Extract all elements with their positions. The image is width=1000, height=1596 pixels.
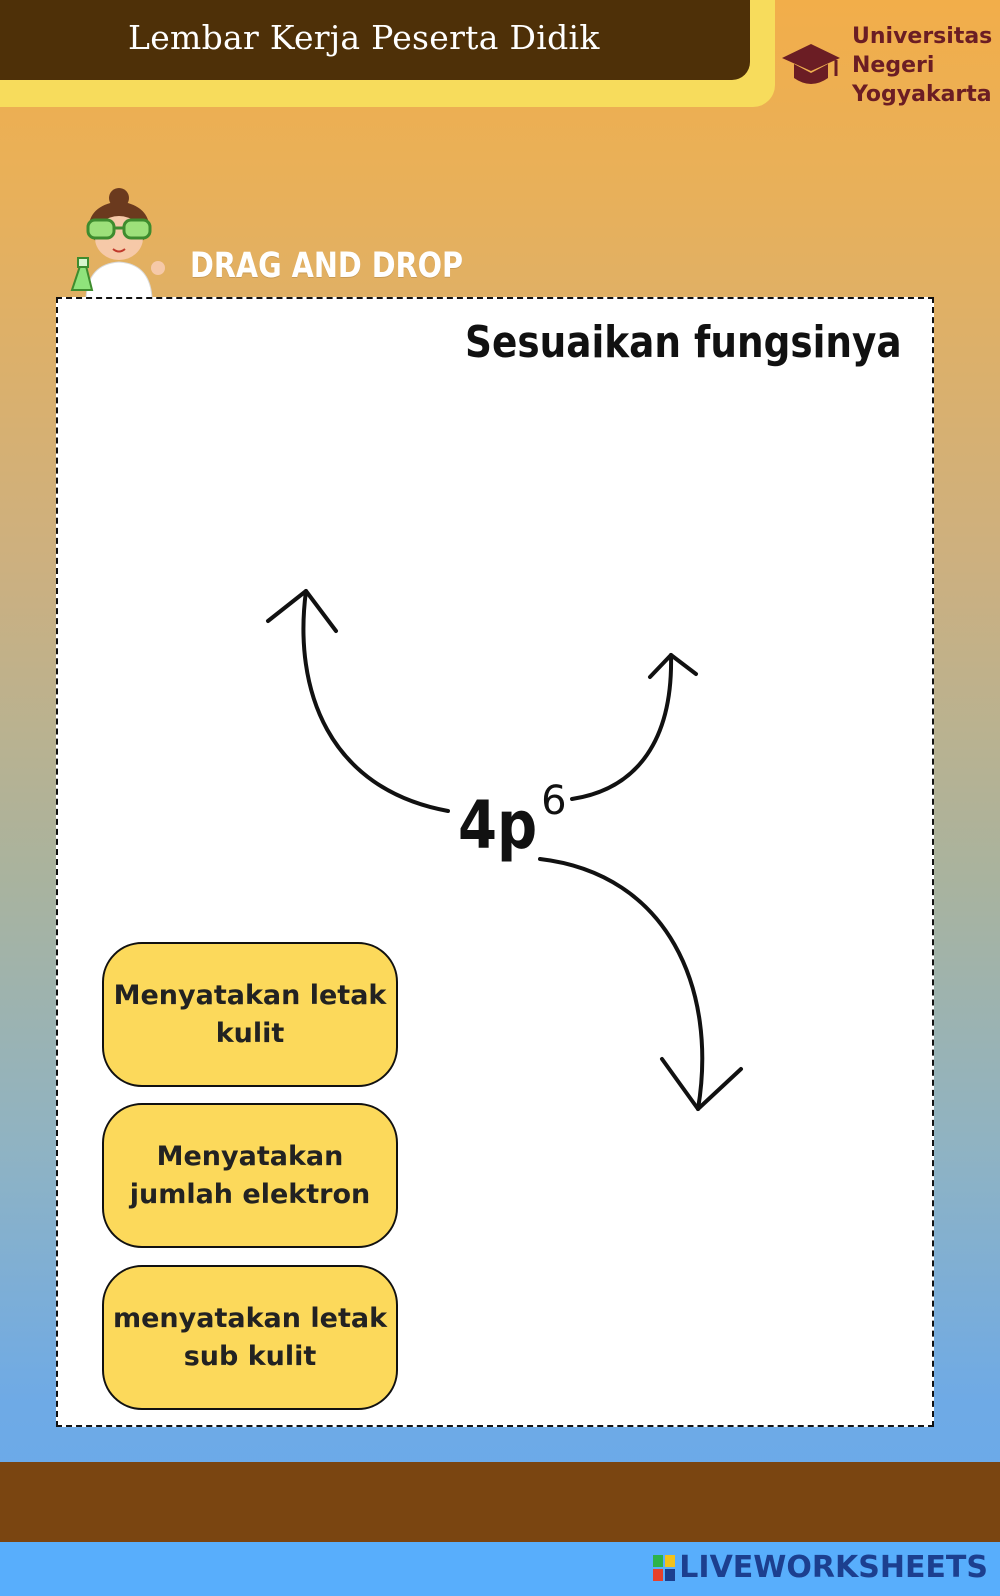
- activity-label: DRAG AND DROP: [190, 246, 464, 286]
- configuration-superscript: 6: [541, 778, 567, 824]
- university-name: [852, 22, 992, 109]
- arrow-up-left: [303, 591, 448, 811]
- footer-band: [0, 1462, 1000, 1542]
- graduation-cap-icon: [780, 40, 842, 92]
- arrow-up-right: [572, 655, 671, 799]
- worksheet-panel: [56, 297, 934, 1427]
- electron-configuration: [458, 778, 577, 864]
- liveworksheets-label: LIVEWORKSHEETS: [679, 1550, 988, 1585]
- liveworksheets-icon: [653, 1555, 675, 1581]
- liveworksheets-brand[interactable]: [653, 1550, 988, 1585]
- draggable-card-kulit[interactable]: Menyatakan letak kulit: [102, 942, 398, 1087]
- header-bar: [0, 0, 750, 80]
- configuration-term: 4p: [458, 787, 538, 864]
- draggable-card-sub-kulit[interactable]: menyatakan letak sub kulit: [102, 1265, 398, 1410]
- draggable-card-jumlah-elektron[interactable]: Menyatakan jumlah elektron: [102, 1103, 398, 1248]
- university-line-1: Universitas: [852, 24, 993, 49]
- panel-title: Sesuaikan fungsinya: [465, 317, 902, 368]
- university-line-3: Yogyakarta: [852, 82, 992, 107]
- arrow-down-right: [540, 859, 702, 1109]
- arrow-diagram: [58, 299, 936, 1429]
- page-title: Lembar Kerja Peserta Didik: [128, 18, 600, 57]
- university-line-2: Negeri: [852, 53, 935, 78]
- footer-bar: [0, 1542, 1000, 1596]
- scientist-mascot-illustration: [66, 186, 172, 298]
